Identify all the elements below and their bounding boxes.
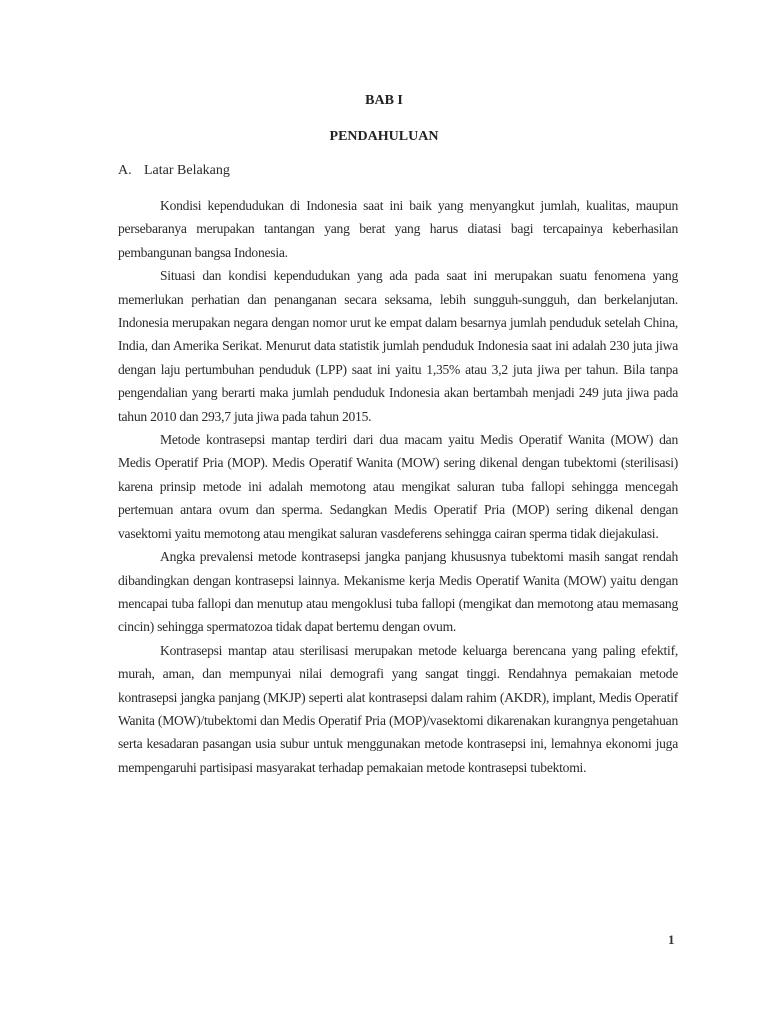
paragraph: Angka prevalensi metode kontrasepsi jangka panjang khususnya tubektomi masih sangat rendah dibandingkan dengan kontrasepsi lainnya. Mekanisme kerja Medis Operatif Wanita (MOW) yaitu dengan mencapai tuba fallopi dan menutup atau mengoklusi tuba fallopi (mengikat dan memotong atau memasang cincin) sehingga spermatozoa tidak dapat bertemu dengan ovum. — [118, 549, 678, 635]
paragraph: Kondisi kependudukan di Indonesia saat ini baik yang menyangkut jumlah, kualitas, maupun persebaranya merupakan tantangan yang berat yang harus diatasi bagi tercapainya keberhasilan pembangunan bangsa Indonesia. — [118, 198, 678, 260]
chapter-number: BAB I — [365, 93, 403, 108]
section-heading — [118, 163, 230, 179]
chapter-title: PENDAHULUAN — [329, 129, 439, 144]
paragraph: Kontrasepsi mantap atau sterilisasi merupakan metode keluarga berencana yang paling efektif, murah, aman, dan mempunyai nilai demografi yang sangat tinggi. Rendahnya pemakaian metode kontrasepsi jangka panjang (MKJP) seperti alat kontrasepsi dalam rahim (AKDR), implant, Medis Operatif Wanita (MOW)/tubektomi dan Medis Operatif Pria (MOP)/vasektomi dikarenakan kurangnya pengetahuan serta kesadaran pasangan usia subur untuk menggunakan metode kontrasepsi ini, lemahnya ekonomi juga mempengaruhi partisipasi masyarakat terhadap pemakaian metode kontrasepsi tubektomi. — [118, 642, 678, 775]
section-letter: A. — [118, 163, 132, 178]
page-number: 1 — [668, 932, 675, 947]
section-title: Latar Belakang — [144, 163, 230, 178]
body-text — [118, 194, 678, 779]
paragraph: Situasi dan kondisi kependudukan yang ada pada saat ini merupakan suatu fenomena yang memerlukan perhatian dan penanganan secara seksama, lebih sungguh-sungguh, dan berkelanjutan. Indonesia merupakan negara dengan nomor urut ke empat dalam besarnya jumlah penduduk setelah China, India, dan Amerika Serikat. Menurut data statistik jumlah penduduk Indonesia saat ini adalah 230 juta jiwa dengan laju pertumbuhan penduduk (LPP) saat ini yaitu 1,35% atau 3,2 juta jiwa per tahun. Bila tanpa pengendalian yang berarti maka jumlah penduduk Indonesia akan bertambah menjadi 249 juta jiwa pada tahun 2010 dan 293,7 juta jiwa pada tahun 2015. — [118, 268, 678, 424]
paragraph: Metode kontrasepsi mantap terdiri dari dua macam yaitu Medis Operatif Wanita (MOW) dan Medis Operatif Pria (MOP). Medis Operatif Wanita (MOW) sering dikenal dengan tubektomi (sterilisasi) karena prinsip metode ini adalah memotong atau mengikat saluran tuba fallopi sehingga mencegah pertemuan antara ovum dan sperma. Sedangkan Medis Operatif Pria (MOP) sering dikenal dengan vasektomi yaitu memotong atau mengikat saluran vasdeferens sehingga cairan sperma tidak diejakulasi. — [118, 432, 678, 541]
